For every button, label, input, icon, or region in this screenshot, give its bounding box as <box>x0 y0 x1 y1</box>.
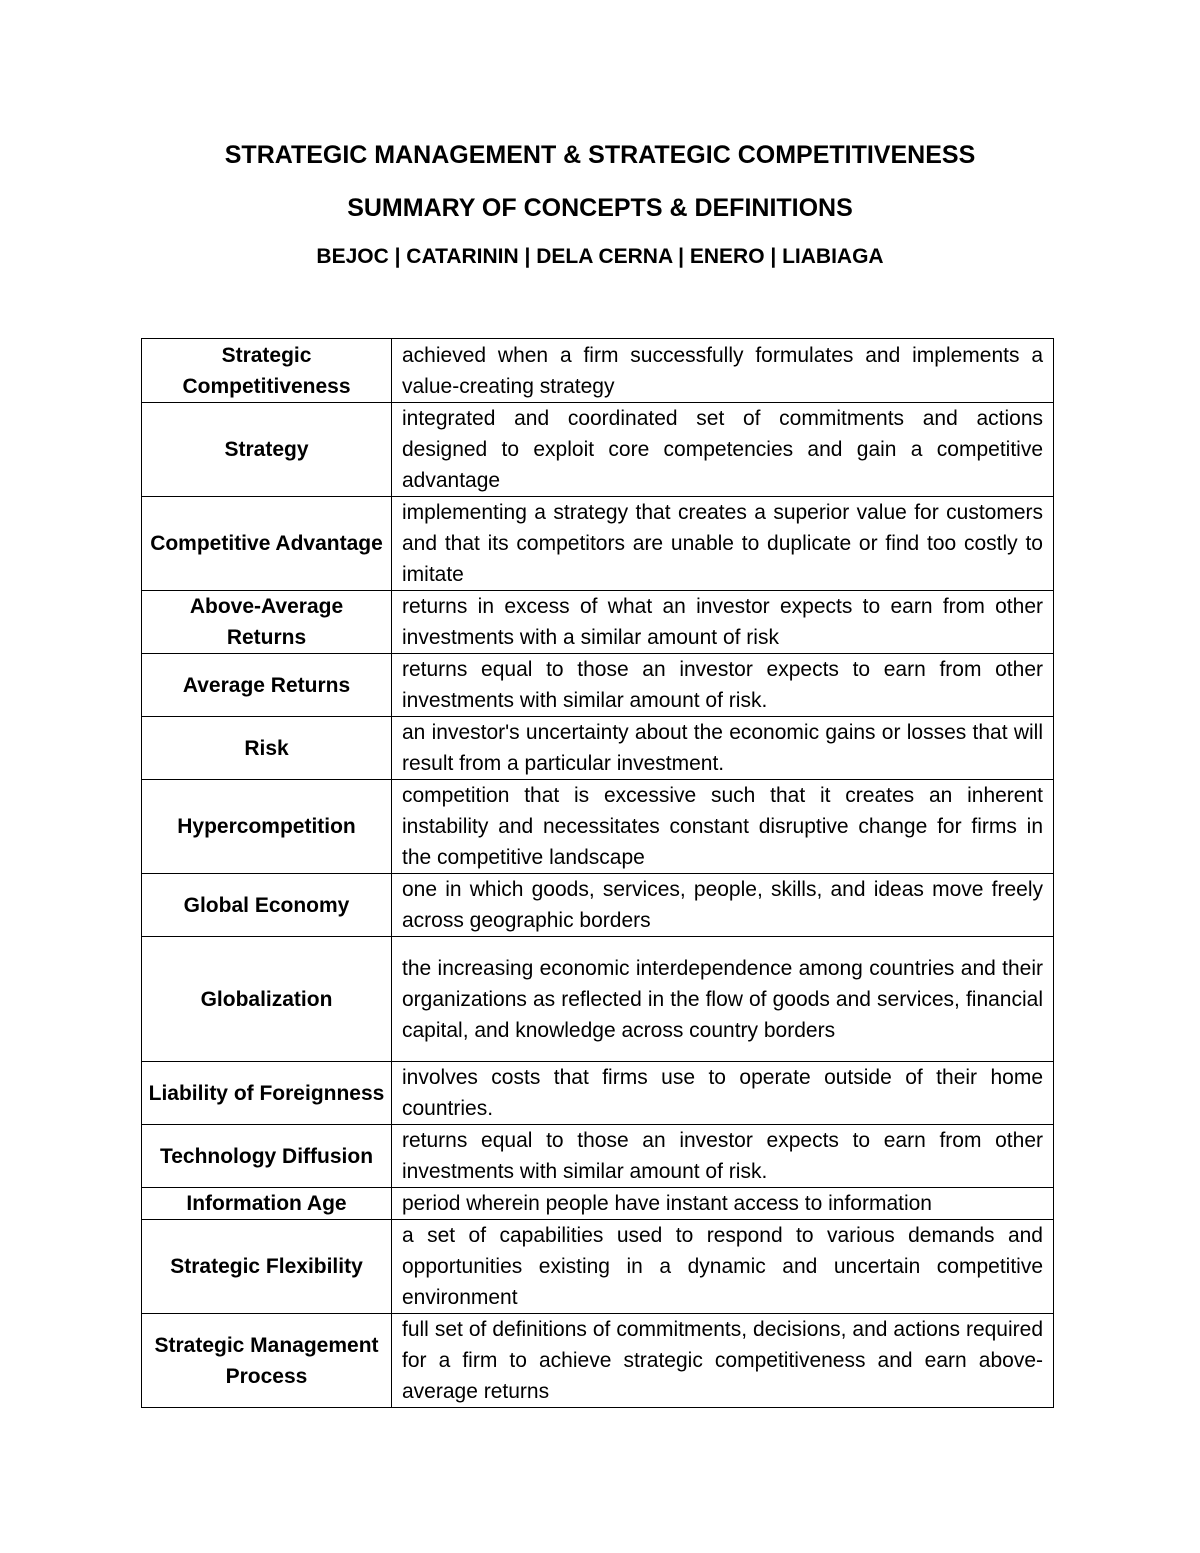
document-authors: BEJOC | CATARININ | DELA CERNA | ENERO | LIABIAGA <box>316 245 884 268</box>
definition-text: competition that is excessive such that it creates an inherent instability and necessitates constant disruptive change for firms in the competitive landscape <box>392 780 1054 874</box>
definition-term: Hypercompetition <box>142 780 392 874</box>
definition-text: involves costs that firms use to operate outside of their home countries. <box>392 1062 1054 1125</box>
definition-row <box>142 937 1054 1062</box>
definition-row <box>142 780 1054 874</box>
definition-term: Information Age <box>142 1188 392 1220</box>
definition-text: a set of capabilities used to respond to various demands and opportunities existing in a dynamic and uncertain competitive environment <box>392 1220 1054 1314</box>
definition-term: Strategic Competitiveness <box>142 339 392 403</box>
definition-text: returns equal to those an investor expects to earn from other investments with similar amount of risk. <box>392 1125 1054 1188</box>
definition-text: implementing a strategy that creates a superior value for customers and that its competitors are unable to duplicate or find too costly to imitate <box>392 497 1054 591</box>
definition-row <box>142 1314 1054 1408</box>
definition-term: Strategic Flexibility <box>142 1220 392 1314</box>
definition-row <box>142 1062 1054 1125</box>
definition-text: an investor's uncertainty about the economic gains or losses that will result from a particular investment. <box>392 717 1054 780</box>
definition-row <box>142 1220 1054 1314</box>
definition-row <box>142 654 1054 717</box>
definition-term: Strategy <box>142 403 392 497</box>
document-title: STRATEGIC MANAGEMENT & STRATEGIC COMPETITIVENESS <box>224 141 976 169</box>
definition-term: Technology Diffusion <box>142 1125 392 1188</box>
definition-term: Average Returns <box>142 654 392 717</box>
definition-text: returns equal to those an investor expects to earn from other investments with similar amount of risk. <box>392 654 1054 717</box>
definition-term: Risk <box>142 717 392 780</box>
definition-row <box>142 1188 1054 1220</box>
definition-term: Strategic Management Process <box>142 1314 392 1408</box>
definitions-table <box>141 338 1054 1408</box>
definition-row <box>142 339 1054 403</box>
definition-row <box>142 874 1054 937</box>
definition-row <box>142 1125 1054 1188</box>
definition-row <box>142 497 1054 591</box>
definition-text: achieved when a firm successfully formulates and implements a value-creating strategy <box>392 339 1054 403</box>
definition-row <box>142 717 1054 780</box>
definition-text: period wherein people have instant access to information <box>392 1188 1054 1220</box>
definition-text: integrated and coordinated set of commitments and actions designed to exploit core competencies and gain a competitive advantage <box>392 403 1054 497</box>
definition-term: Above-Average Returns <box>142 591 392 654</box>
definition-term: Globalization <box>142 937 392 1062</box>
definition-text: one in which goods, services, people, skills, and ideas move freely across geographic borders <box>392 874 1054 937</box>
definition-text: the increasing economic interdependence among countries and their organizations as reflected in the flow of goods and services, financial capital, and knowledge across country borders <box>392 937 1054 1062</box>
document-subtitle: SUMMARY OF CONCEPTS & DEFINITIONS <box>347 194 853 222</box>
definition-term: Global Economy <box>142 874 392 937</box>
definition-term: Competitive Advantage <box>142 497 392 591</box>
definition-text: full set of definitions of commitments, decisions, and actions required for a firm to achieve strategic competitiveness and earn above-average returns <box>392 1314 1054 1408</box>
definition-text: returns in excess of what an investor expects to earn from other investments with a similar amount of risk <box>392 591 1054 654</box>
definition-row <box>142 591 1054 654</box>
definition-term: Liability of Foreignness <box>142 1062 392 1125</box>
definition-row <box>142 403 1054 497</box>
